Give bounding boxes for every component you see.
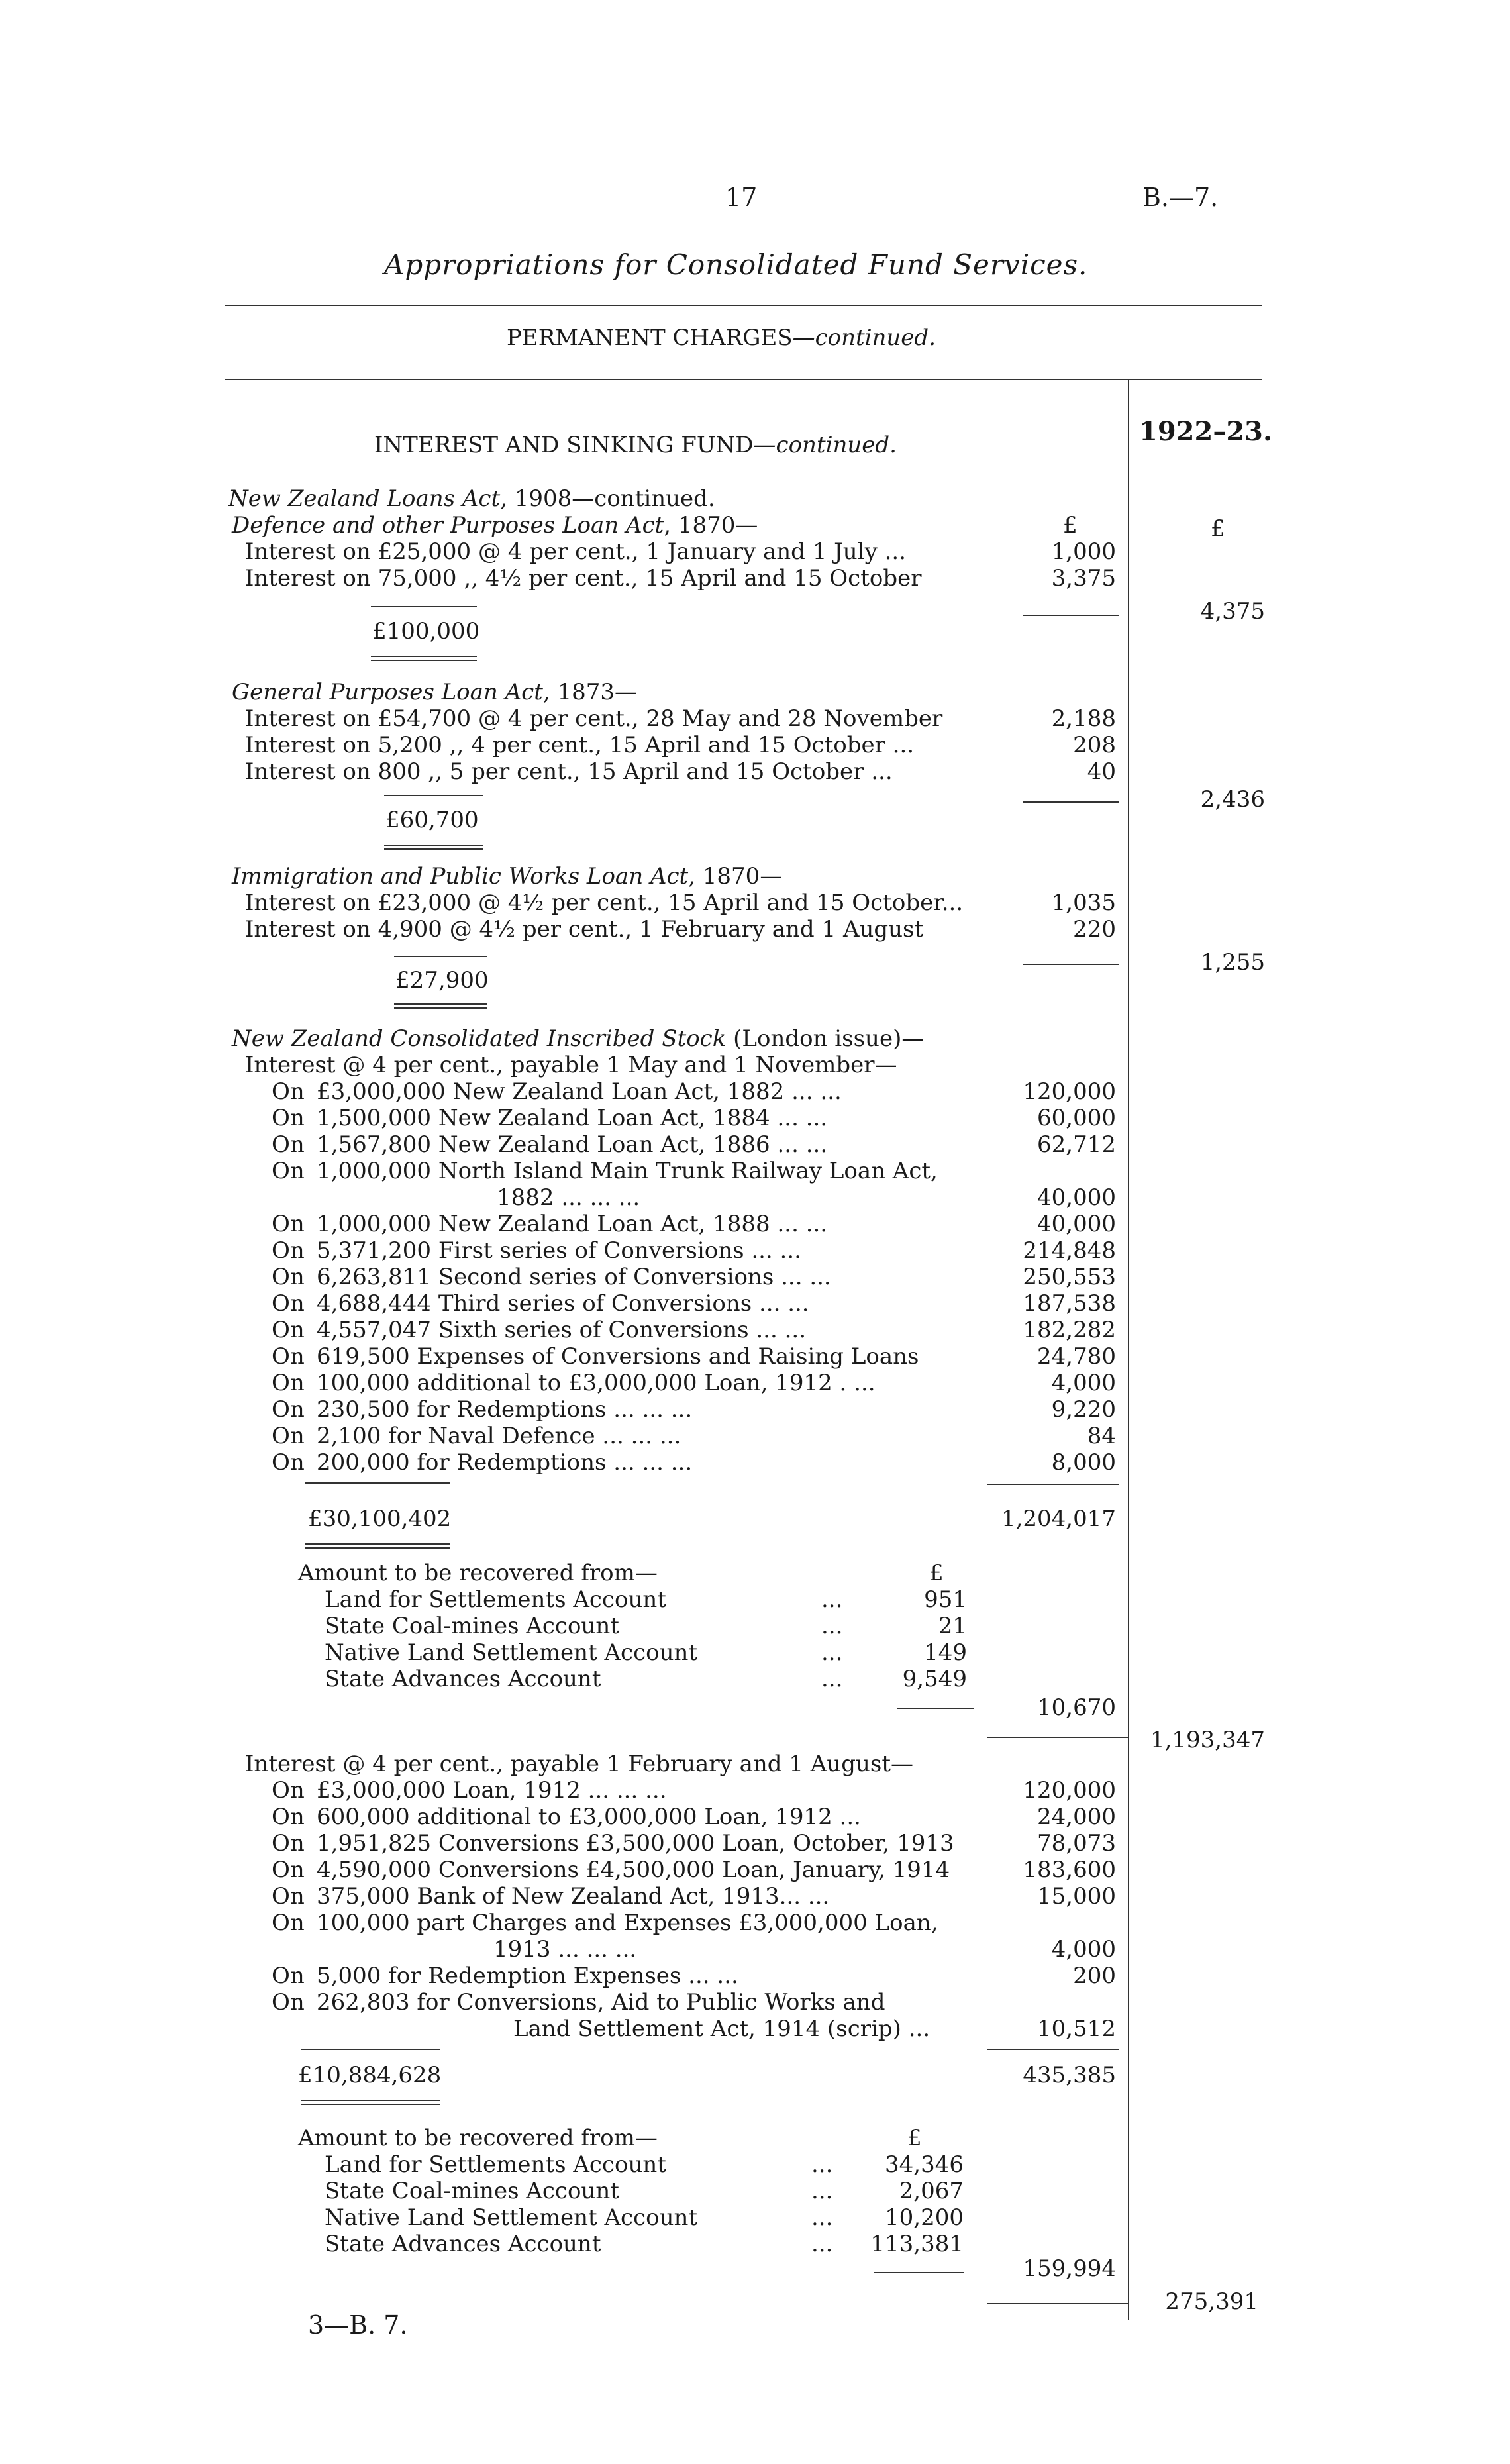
table-row: 5,371,200 First series of Conversions ... ... <box>317 1237 801 1264</box>
defence-amount-2: 3,375 <box>1051 565 1116 591</box>
recovery-dots: ... <box>821 1586 843 1613</box>
table-row-amount: 84 <box>1087 1423 1116 1449</box>
table-row: 100,000 part Charges and Expenses £3,000,000 Loan, <box>317 1910 938 1936</box>
general-row-2: Interest on 5,200 ,, 4 per cent., 15 April and 15 October ... <box>245 732 915 758</box>
may-nov-recovery-rule <box>897 1708 974 1709</box>
table-row: 1,000,000 New Zealand Loan Act, 1888 ... ... <box>317 1211 828 1237</box>
immigration-amount-2: 220 <box>1073 916 1116 943</box>
general-row-3: Interest on 800 ,, 5 per cent., 15 April and 15 October ... <box>245 758 893 785</box>
table-row-amount: 40,000 <box>1037 1184 1116 1211</box>
table-row-on: On <box>272 1131 305 1158</box>
recovery-account: Native Land Settlement Account <box>325 1639 698 1666</box>
table-row-amount: 40,000 <box>1037 1211 1116 1237</box>
defence-double-rule-1 <box>371 656 477 657</box>
immigration-loan-name: Immigration and Public Works Loan Act <box>232 863 689 890</box>
table-row-on: On <box>272 1423 305 1449</box>
paper-code: B.—7. <box>1142 183 1219 212</box>
recovery-account: Land for Settlements Account <box>325 2151 666 2178</box>
page-title: Appropriations for Consolidated Fund Services. <box>384 248 1088 281</box>
table-row-amount: 120,000 <box>1023 1777 1116 1804</box>
table-row-on: On <box>272 1158 305 1184</box>
table-row-on: On <box>272 1449 305 1476</box>
recovery-amount: 10,200 <box>885 2204 964 2231</box>
section-heading-text: INTEREST AND SINKING FUND <box>374 432 754 458</box>
continued-suffix: —continued. <box>792 325 936 351</box>
table-row: 1,567,800 New Zealand Loan Act, 1886 ... ... <box>317 1131 828 1158</box>
may-nov-principal-rule <box>305 1482 450 1484</box>
table-row: 100,000 additional to £3,000,000 Loan, 1912 . ... <box>317 1370 876 1396</box>
recovery-dots: ... <box>811 2151 833 2178</box>
general-amount-1: 2,188 <box>1051 705 1116 732</box>
recovery-account: Land for Settlements Account <box>325 1586 666 1613</box>
section-heading <box>374 432 897 458</box>
table-row: 262,803 for Conversions, Aid to Public Works and <box>317 1989 885 2016</box>
immigration-sum-rule <box>1023 964 1119 965</box>
defence-year-total: 4,375 <box>1200 598 1265 625</box>
table-row-amount: 214,848 <box>1023 1237 1116 1264</box>
immigration-amount-1: 1,035 <box>1051 890 1116 916</box>
defence-row-1: Interest on £25,000 @ 4 per cent., 1 January and 1 July ... <box>245 539 907 565</box>
immigration-double-rule-1 <box>394 1003 487 1005</box>
table-row: 2,100 for Naval Defence ... ... ... <box>317 1423 681 1449</box>
permanent-charges-text: PERMANENT CHARGES <box>507 325 793 351</box>
table-row-amount: 10,512 <box>1037 2016 1116 2042</box>
general-loan-year: , 1873— <box>542 679 638 705</box>
recovery-dots: ... <box>821 1666 843 1692</box>
may-nov-interest-total: 1,204,017 <box>1001 1506 1116 1532</box>
general-amount-3: 40 <box>1087 758 1116 785</box>
may-nov-year-total: 1,193,347 <box>1150 1727 1265 1753</box>
feb-aug-recovery-intro: Amount to be recovered from— <box>298 2125 658 2151</box>
feb-aug-sum-rule <box>987 2049 1119 2050</box>
general-loan-title <box>232 679 637 705</box>
may-nov-recovery-intro: Amount to be recovered from— <box>298 1560 658 1586</box>
stock-suffix: (London issue)— <box>726 1025 925 1052</box>
table-row-on: On <box>272 1857 305 1883</box>
table-row-amount: 24,000 <box>1037 1804 1116 1830</box>
general-amount-2: 208 <box>1073 732 1116 758</box>
recovery-account: State Advances Account <box>325 2231 601 2257</box>
immigration-loan-title <box>232 863 782 890</box>
recovery-account: State Advances Account <box>325 1666 601 1692</box>
immigration-principal-rule <box>394 956 487 957</box>
table-row-amount: 250,553 <box>1023 1264 1116 1290</box>
defence-loan-title <box>232 512 758 539</box>
may-nov-double-rule-1 <box>305 1543 450 1545</box>
table-row-on: On <box>272 1777 305 1804</box>
immigration-principal-total: £27,900 <box>395 967 489 994</box>
immigration-row-1: Interest on £23,000 @ 4½ per cent., 15 April and 15 October... <box>245 890 964 916</box>
feb-aug-recovery-pound: £ <box>907 2125 922 2151</box>
table-row-on: On <box>272 1883 305 1910</box>
table-row: 375,000 Bank of New Zealand Act, 1913... ... <box>317 1883 830 1910</box>
recovery-amount: 34,346 <box>885 2151 964 2178</box>
defence-row-2: Interest on 75,000 ,, 4½ per cent., 15 April and 15 October <box>245 565 922 591</box>
table-row-on: On <box>272 1989 305 2016</box>
table-row-on: On <box>272 1910 305 1936</box>
column-divider <box>1128 379 1129 2320</box>
table-row-amount: 4,000 <box>1051 1370 1116 1396</box>
general-row-1: Interest on £54,700 @ 4 per cent., 28 May and 28 November <box>245 705 943 732</box>
feb-aug-year-total: 275,391 <box>1165 2288 1258 2315</box>
table-row: 4,688,444 Third series of Conversions ... ... <box>317 1290 809 1317</box>
feb-aug-double-rule-2 <box>301 2104 440 2105</box>
recovery-account: Native Land Settlement Account <box>325 2204 698 2231</box>
defence-sum-rule <box>1023 615 1119 616</box>
table-row-on: On <box>272 1078 305 1105</box>
table-row: 619,500 Expenses of Conversions and Raising Loans <box>317 1343 919 1370</box>
defence-principal-total: £100,000 <box>372 618 480 644</box>
table-row: 1,951,825 Conversions £3,500,000 Loan, October, 1913 <box>317 1830 954 1857</box>
title-rule <box>225 305 1262 306</box>
feb-aug-recovery-total: 159,994 <box>1023 2255 1116 2282</box>
table-row-on: On <box>272 1830 305 1857</box>
immigration-year-total: 1,255 <box>1200 949 1265 976</box>
table-row-amount: 4,000 <box>1051 1936 1116 1963</box>
table-row-on: On <box>272 1396 305 1423</box>
general-principal-total: £60,700 <box>385 807 479 833</box>
act-year: , 1908—continued. <box>500 486 715 512</box>
feb-aug-principal-total: £10,884,628 <box>298 2062 442 2088</box>
feb-aug-principal-rule <box>301 2049 440 2050</box>
table-row-on: On <box>272 1237 305 1264</box>
immigration-loan-year: , 1870— <box>688 863 783 890</box>
recovery-amount: 149 <box>924 1639 967 1666</box>
immigration-row-2: Interest on 4,900 @ 4½ per cent., 1 February and 1 August <box>245 916 924 943</box>
recovery-amount: 951 <box>924 1586 967 1613</box>
may-nov-net-rule <box>987 1737 1129 1738</box>
may-nov-intro: Interest @ 4 per cent., payable 1 May and 1 November— <box>245 1052 897 1078</box>
subtitle-rule <box>225 379 1262 380</box>
table-row-amount: 182,282 <box>1023 1317 1116 1343</box>
table-row-amount: 8,000 <box>1051 1449 1116 1476</box>
recovery-amount: 113,381 <box>870 2231 964 2257</box>
table-row-amount: 62,712 <box>1037 1131 1116 1158</box>
year-column-header: 1922–23. <box>1139 416 1272 447</box>
signature-mark: 3—B. 7. <box>308 2310 408 2339</box>
table-row-on: On <box>272 1963 305 1989</box>
table-row-amount: 78,073 <box>1037 1830 1116 1857</box>
table-row-on: On <box>272 1264 305 1290</box>
section-heading-suffix: —continued. <box>753 432 897 458</box>
defence-principal-rule <box>371 606 477 607</box>
defence-amount-1: 1,000 <box>1051 539 1116 565</box>
feb-aug-double-rule-1 <box>301 2100 440 2101</box>
act-name: New Zealand Loans Act <box>228 486 501 512</box>
recovery-dots: ... <box>821 1639 843 1666</box>
table-row-amount: 60,000 <box>1037 1105 1116 1131</box>
table-row: 600,000 additional to £3,000,000 Loan, 1912 ... <box>317 1804 861 1830</box>
general-double-rule-1 <box>384 845 483 846</box>
recovery-dots: ... <box>811 2178 833 2204</box>
recovery-amount: 21 <box>938 1613 967 1639</box>
recovery-dots: ... <box>811 2231 833 2257</box>
feb-aug-recovery-rule <box>874 2272 964 2273</box>
feb-aug-net-rule <box>987 2303 1129 2304</box>
recovery-amount: 2,067 <box>899 2178 964 2204</box>
stock-title <box>232 1025 924 1052</box>
table-row-amount: 200 <box>1073 1963 1116 1989</box>
table-row: 4,557,047 Sixth series of Conversions ... ... <box>317 1317 807 1343</box>
general-double-rule-2 <box>384 848 483 850</box>
may-nov-recovery-total: 10,670 <box>1037 1694 1116 1721</box>
table-row-amount: 9,220 <box>1051 1396 1116 1423</box>
stock-name: New Zealand Consolidated Inscribed Stock <box>232 1025 727 1052</box>
general-principal-rule <box>384 795 483 796</box>
may-nov-recovery-pound: £ <box>929 1560 944 1586</box>
may-nov-double-rule-2 <box>305 1547 450 1549</box>
page-number: 17 <box>725 183 758 212</box>
defence-loan-name: Defence and other Purposes Loan Act <box>232 512 664 539</box>
immigration-double-rule-2 <box>394 1007 487 1009</box>
table-row: 1,500,000 New Zealand Loan Act, 1884 ... ... <box>317 1105 828 1131</box>
table-row: 230,500 for Redemptions ... ... ... <box>317 1396 693 1423</box>
recovery-dots: ... <box>821 1613 843 1639</box>
general-sum-rule <box>1023 801 1119 803</box>
general-year-total: 2,436 <box>1200 786 1265 813</box>
defence-double-rule-2 <box>371 660 477 661</box>
table-row-on: On <box>272 1317 305 1343</box>
recovery-account: State Coal-mines Account <box>325 1613 619 1639</box>
table-row-on: On <box>272 1343 305 1370</box>
recovery-dots: ... <box>811 2204 833 2231</box>
table-row-amount: 120,000 <box>1023 1078 1116 1105</box>
year-pound-sign: £ <box>1211 515 1225 542</box>
table-row: 200,000 for Redemptions ... ... ... <box>317 1449 693 1476</box>
general-loan-name: General Purposes Loan Act <box>232 679 543 705</box>
defence-loan-year: , 1870— <box>664 512 758 539</box>
table-row-amount: 24,780 <box>1037 1343 1116 1370</box>
table-row: 6,263,811 Second series of Conversions ... ... <box>317 1264 831 1290</box>
feb-aug-interest-total: 435,385 <box>1023 2062 1116 2088</box>
table-row-amount: 15,000 <box>1037 1883 1116 1910</box>
table-row-on: On <box>272 1211 305 1237</box>
table-row-on: On <box>272 1105 305 1131</box>
recovery-account: State Coal-mines Account <box>325 2178 619 2204</box>
table-row: 1913 ... ... ... <box>493 1936 637 1963</box>
may-nov-principal-total: £30,100,402 <box>308 1506 452 1532</box>
may-nov-sum-rule <box>987 1484 1119 1485</box>
table-row: 5,000 for Redemption Expenses ... ... <box>317 1963 738 1989</box>
table-row: 4,590,000 Conversions £4,500,000 Loan, January, 1914 <box>317 1857 950 1883</box>
table-row-amount: 187,538 <box>1023 1290 1116 1317</box>
table-row: 1,000,000 North Island Main Trunk Railway Loan Act, <box>317 1158 938 1184</box>
recovery-amount: 9,549 <box>902 1666 967 1692</box>
permanent-charges-heading <box>507 325 936 351</box>
table-row: £3,000,000 New Zealand Loan Act, 1882 ... ... <box>317 1078 842 1105</box>
interest-pound-sign: £ <box>1063 512 1078 539</box>
table-row-on: On <box>272 1804 305 1830</box>
feb-aug-intro: Interest @ 4 per cent., payable 1 February and 1 August— <box>245 1751 913 1777</box>
table-row: £3,000,000 Loan, 1912 ... ... ... <box>317 1777 667 1804</box>
nz-loans-act-title <box>228 486 715 512</box>
table-row: Land Settlement Act, 1914 (scrip) ... <box>513 2016 931 2042</box>
table-row: 1882 ... ... ... <box>497 1184 640 1211</box>
table-row-amount: 183,600 <box>1023 1857 1116 1883</box>
table-row-on: On <box>272 1370 305 1396</box>
table-row-on: On <box>272 1290 305 1317</box>
